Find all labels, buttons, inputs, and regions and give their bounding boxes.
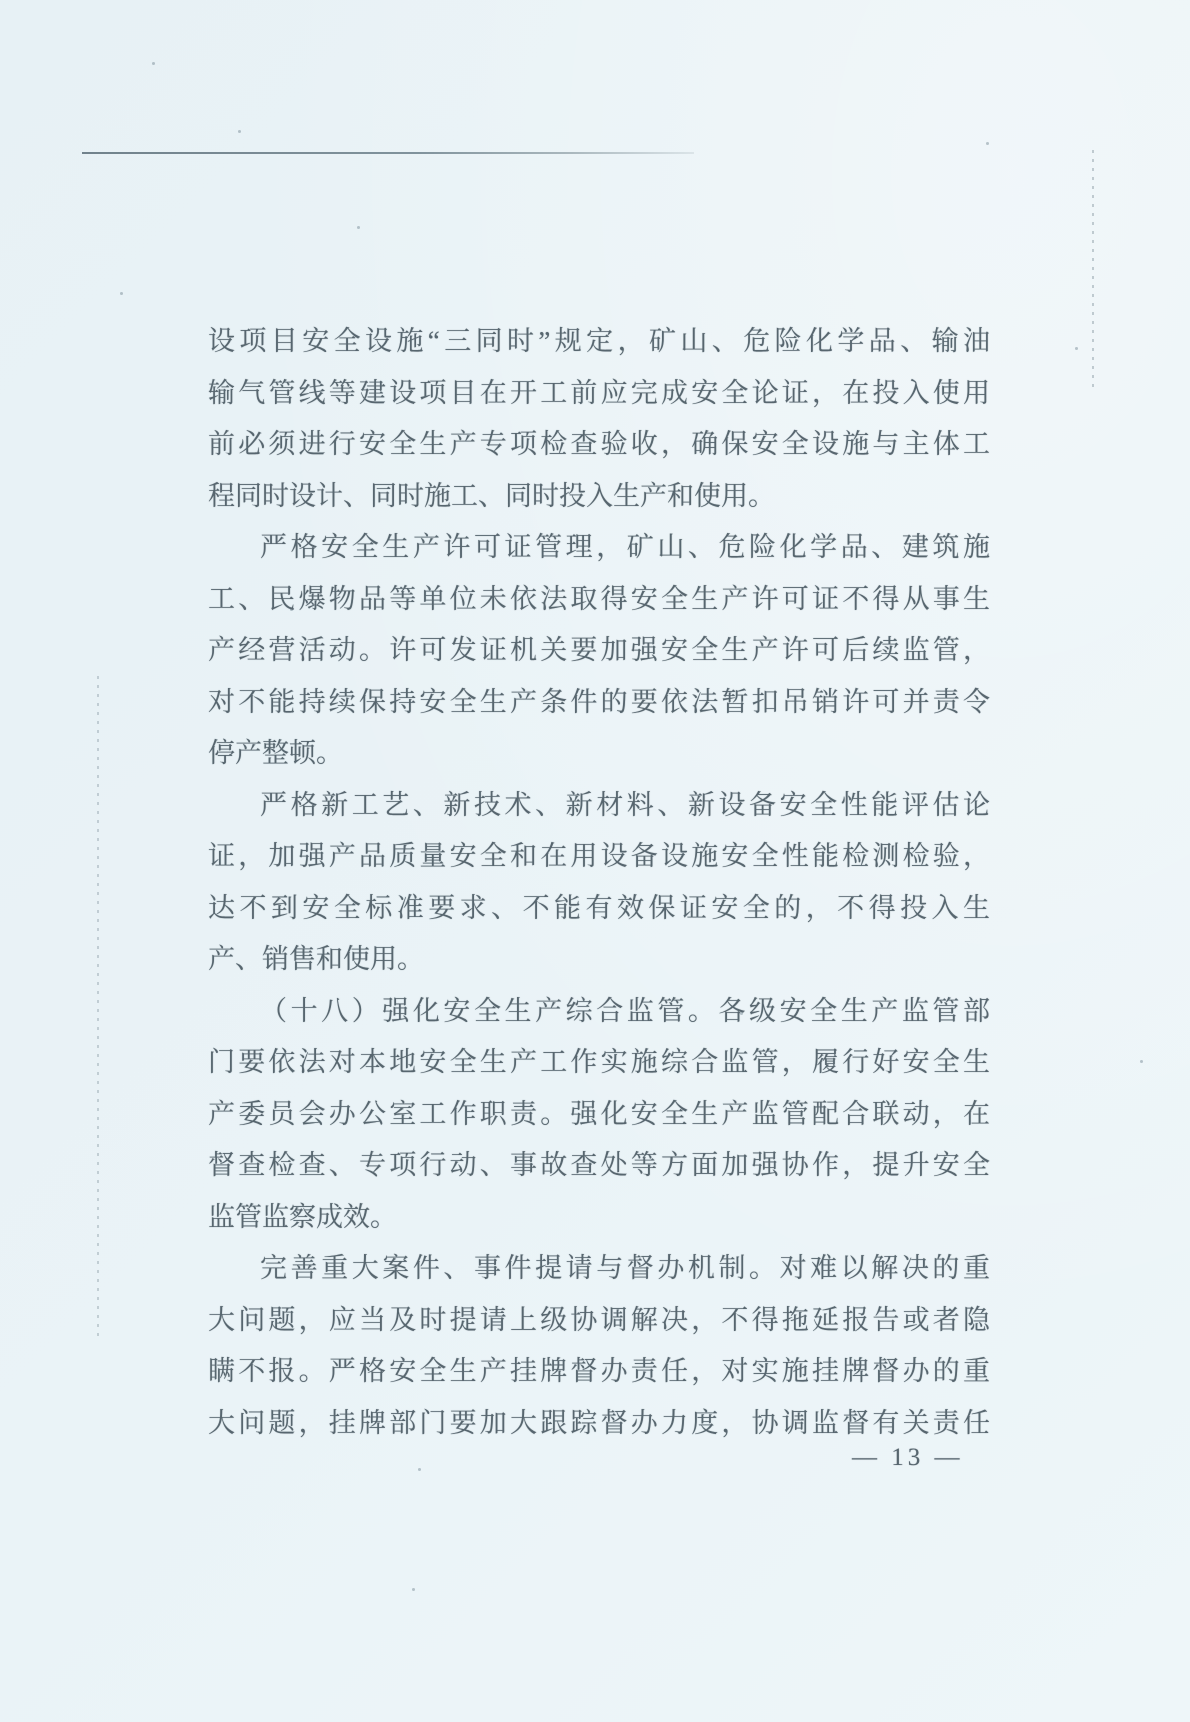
text-line: 大问题，应当及时提请上级协调解决，不得拖延报告或者隐 — [208, 1304, 990, 1335]
scan-speck — [412, 1588, 415, 1591]
text-line: 对不能持续保持安全生产条件的要依法暂扣吊销许可并责令 — [208, 686, 990, 717]
scan-speck — [1140, 1060, 1143, 1063]
text-line: 督查检查、专项行动、事故查处等方面加强协作，提升安全 — [208, 1150, 990, 1180]
scan-speck — [152, 62, 155, 65]
text-line: 程同时设计、同时施工、同时投入生产和使用。 — [208, 480, 775, 511]
text-line: 停产整顿。 — [208, 738, 343, 768]
text-line: 证，加强产品质量安全和在用设备设施安全性能检测检验， — [208, 841, 990, 871]
text-line: 产、销售和使用。 — [208, 944, 424, 974]
scan-speck — [357, 226, 360, 229]
paragraph — [208, 780, 990, 986]
document-body — [208, 316, 990, 1449]
scan-artifact-line-left — [97, 676, 99, 1340]
paragraph — [208, 316, 990, 522]
text-line: 瞒不报。严格安全生产挂牌督办责任，对实施挂牌督办的重 — [208, 1356, 990, 1386]
text-line: 产委员会办公室工作职责。强化安全生产监管配合联动，在 — [208, 1098, 990, 1129]
text-line: 大问题，挂牌部门要加大跟踪督办力度，协调监督有关责任 — [208, 1407, 990, 1438]
scan-speck — [418, 1468, 421, 1471]
text-line: 输气管线等建设项目在开工前应完成安全论证，在投入使用 — [208, 377, 990, 408]
paragraph — [208, 1243, 990, 1449]
text-line: 前必须进行安全生产专项检查验收，确保安全设施与主体工 — [208, 429, 990, 459]
scan-artifact-line-right — [1092, 150, 1094, 388]
text-line: 严格新工艺、新技术、新材料、新设备安全性能评估论 — [260, 789, 990, 820]
scan-speck — [986, 142, 989, 145]
text-line: 门要依法对本地安全生产工作实施综合监管，履行好安全生 — [208, 1047, 990, 1077]
text-line: 产经营活动。许可发证机关要加强安全生产许可后续监管， — [208, 635, 990, 665]
text-line: 设项目安全设施“三同时”规定，矿山、危险化学品、输油 — [208, 326, 990, 356]
scan-speck — [238, 130, 241, 133]
text-line: 工、民爆物品等单位未依法取得安全生产许可证不得从事生 — [208, 583, 990, 614]
text-line: 监管监察成效。 — [208, 1201, 397, 1232]
page-number: — 13 — — [852, 1444, 964, 1471]
header-rule — [82, 152, 694, 154]
text-line: 达不到安全标准要求、不能有效保证安全的，不得投入生 — [208, 892, 990, 923]
text-line: （十八）强化安全生产综合监管。各级安全生产监管部 — [260, 995, 990, 1026]
text-line: 严格安全生产许可证管理，矿山、危险化学品、建筑施 — [260, 532, 990, 562]
scan-speck — [120, 292, 123, 295]
scan-speck — [1075, 347, 1078, 350]
paragraph — [208, 522, 990, 780]
text-line: 完善重大案件、事件提请与督办机制。对难以解决的重 — [260, 1253, 990, 1283]
paragraph — [208, 986, 990, 1244]
